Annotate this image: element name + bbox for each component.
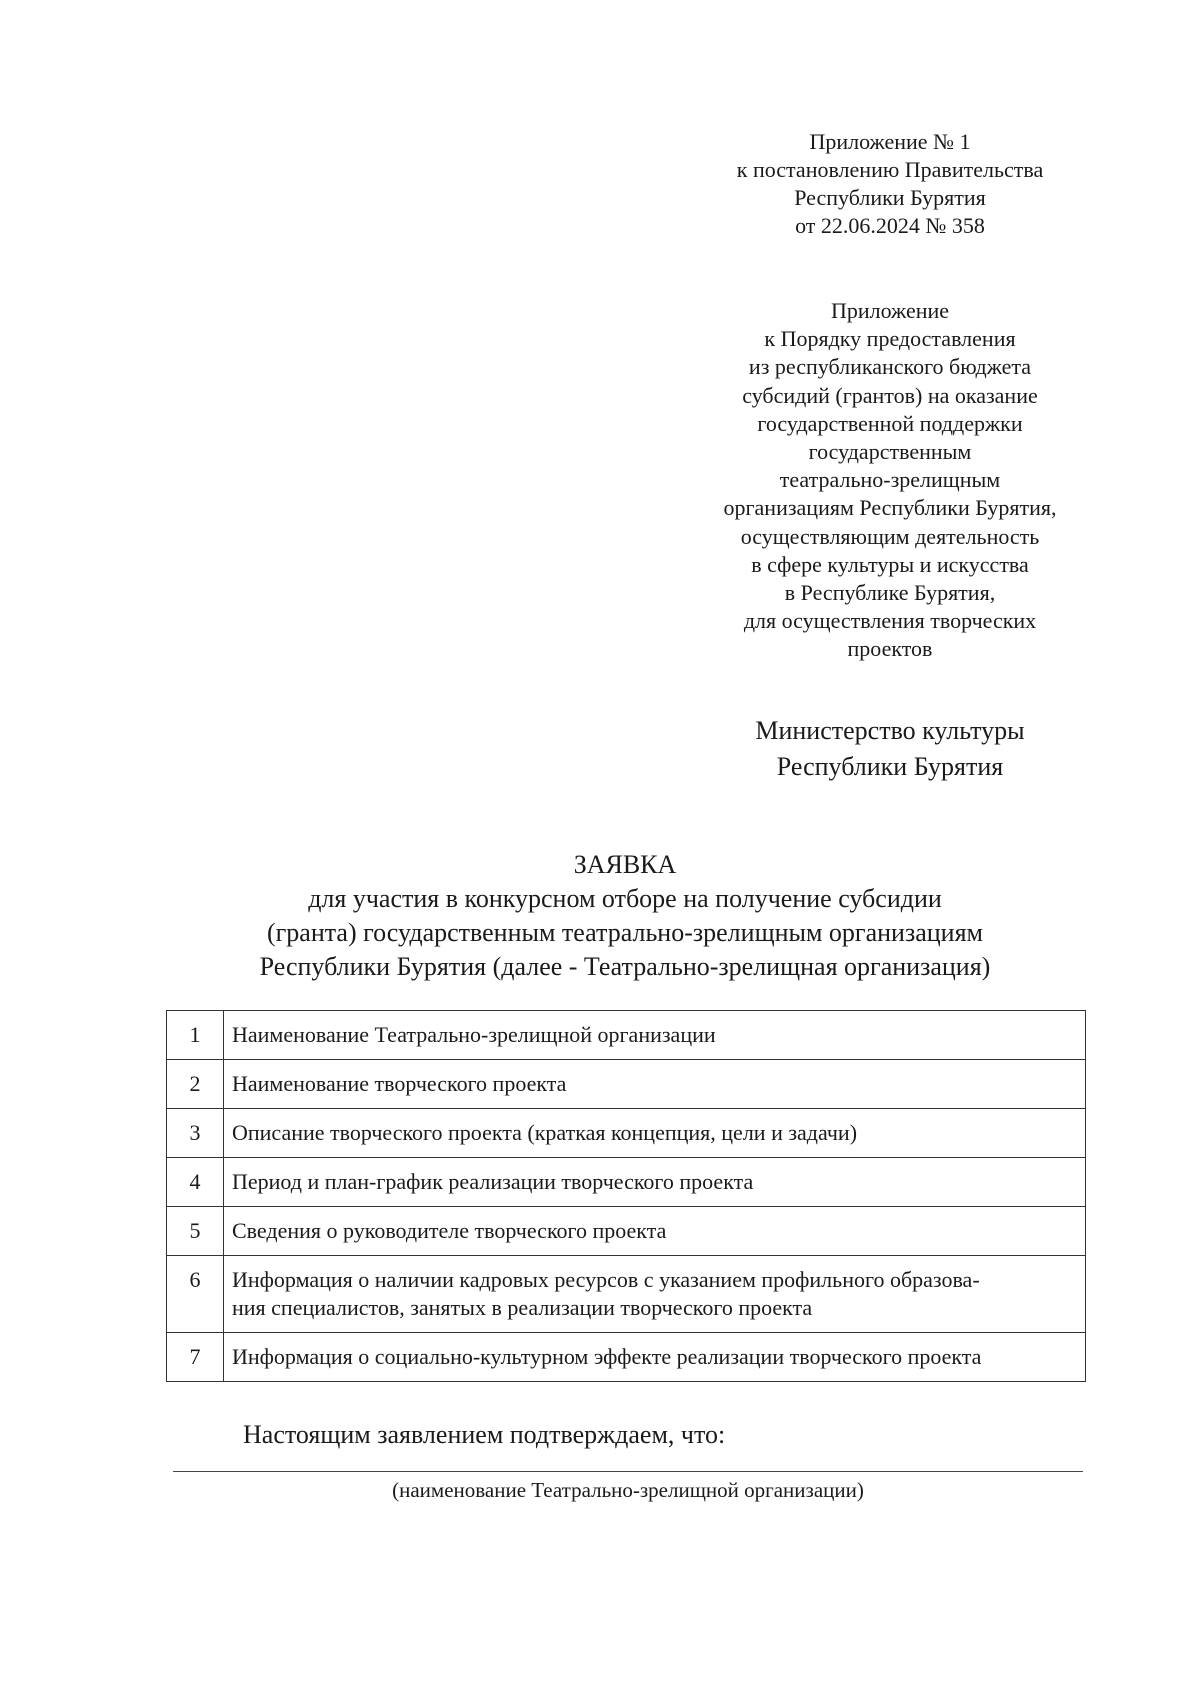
application-fields-table: [166, 1010, 1086, 1382]
row-label: Период и план-график реализации творческого проекта: [224, 1158, 1086, 1207]
appendix-1-line: Приложение № 1: [809, 129, 971, 154]
row-number: 7: [167, 1333, 224, 1382]
row-number: 4: [167, 1158, 224, 1207]
confirmation-statement: Настоящим заявлением подтверждаем, что:: [243, 1420, 726, 1449]
appendix-2-line: осуществляющим деятельность: [740, 523, 1040, 549]
row-label: Наименование Театрально-зрелищной организации: [224, 1011, 1086, 1060]
appendix-1-line: от 22.06.2024 № 358: [795, 213, 985, 238]
addressee-block: [690, 713, 1090, 785]
row-label: Сведения о руководителе творческого проекта: [224, 1207, 1086, 1256]
appendix-2-line: государственной поддержки: [757, 410, 1023, 436]
table-row: [167, 1060, 1086, 1109]
table-row: [167, 1207, 1086, 1256]
appendix-2-line: проектов: [847, 636, 933, 662]
appendix-1-line: к постановлению Правительства: [736, 157, 1044, 182]
appendix-2-line: из республиканского бюджета: [748, 354, 1032, 380]
document-subtitle-line: Республики Бурятия (далее - Театрально-зрелищная организация): [259, 952, 991, 981]
appendix-2-line: государственным: [808, 439, 972, 465]
table-row: [167, 1158, 1086, 1207]
appendix-2-line: в сфере культуры и искусства: [751, 551, 1029, 577]
addressee-line: Республики Бурятия: [776, 752, 1004, 781]
application-title: [160, 848, 1090, 984]
appendix-2-line: организациям Республики Бурятия,: [723, 495, 1057, 521]
appendix-2-header: [690, 297, 1090, 664]
document-heading: ЗАЯВКА: [573, 850, 677, 879]
row-number: 1: [167, 1011, 224, 1060]
addressee-line: Министерство культуры: [755, 716, 1025, 745]
appendix-2-line: к Порядку предоставления: [764, 326, 1016, 352]
row-number: 5: [167, 1207, 224, 1256]
row-number: 6: [167, 1256, 224, 1333]
appendix-1-line: Республики Бурятия: [794, 185, 986, 210]
row-label-line: Информация о наличии кадровых ресурсов с указанием профильного образова-: [232, 1267, 980, 1292]
row-number: 3: [167, 1109, 224, 1158]
organization-name-caption: (наименование Театрально-зрелищной организации): [392, 1478, 864, 1502]
row-label: Описание творческого проекта (краткая концепция, цели и задачи): [224, 1109, 1086, 1158]
appendix-2-line: Приложение: [830, 298, 950, 323]
appendix-2-line: театрально-зрелищным: [779, 467, 1001, 493]
document-subtitle-line: для участия в конкурсном отборе на получение субсидии: [308, 884, 942, 913]
table-row: [167, 1333, 1086, 1382]
document-subtitle-line: (гранта) государственным театрально-зрелищным организациям: [266, 918, 984, 947]
table-row: [167, 1109, 1086, 1158]
row-label: [224, 1256, 1086, 1333]
row-label-line: ния специалистов, занятых в реализации творческого проекта: [232, 1295, 813, 1320]
appendix-1-header: [690, 128, 1090, 240]
organization-name-blank-line: [173, 1471, 1083, 1472]
row-number: 2: [167, 1060, 224, 1109]
appendix-2-line: для осуществления творческих: [743, 608, 1037, 634]
row-label: Информация о социально-культурном эффекте реализации творческого проекта: [224, 1333, 1086, 1382]
appendix-2-line: в Республике Бурятия,: [784, 580, 996, 606]
appendix-2-line: субсидий (грантов) на оказание: [742, 382, 1038, 408]
row-label: Наименование творческого проекта: [224, 1060, 1086, 1109]
table-row: [167, 1011, 1086, 1060]
table-row: [167, 1256, 1086, 1333]
